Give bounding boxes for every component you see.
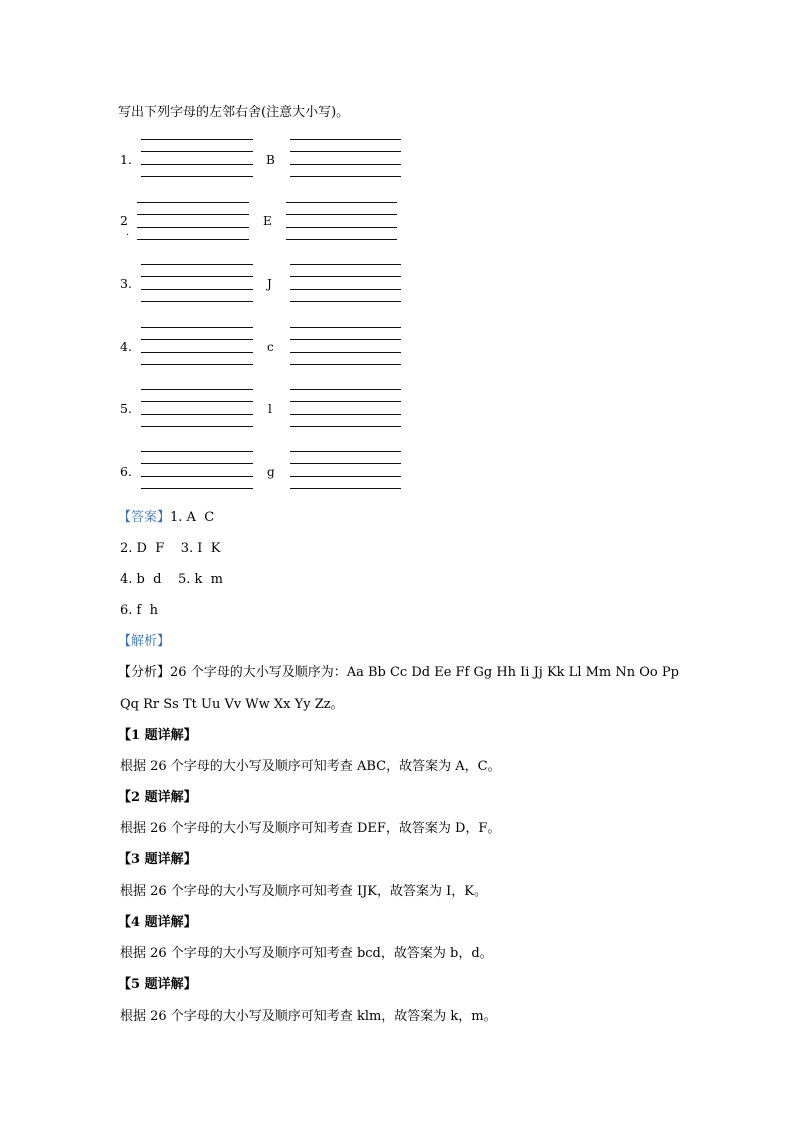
writing-line <box>137 202 249 203</box>
writing-line <box>290 289 401 290</box>
exercise-number: 2 <box>120 213 128 228</box>
detail-text: 根据 26 个字母的大小写及顺序可知考查 ABC，故答案为 A，C。 <box>120 759 501 774</box>
writing-line <box>290 176 401 177</box>
writing-line <box>290 426 401 427</box>
left-writing-grid <box>141 389 253 427</box>
writing-line <box>141 451 253 452</box>
writing-line <box>290 488 401 489</box>
writing-line <box>290 364 401 365</box>
exercise-letter: B <box>266 153 275 167</box>
writing-line <box>286 202 397 203</box>
writing-line <box>141 476 253 477</box>
writing-line <box>286 227 397 228</box>
detail-text: 根据 26 个字母的大小写及顺序可知考查 klm，故答案为 k，m。 <box>120 1009 497 1024</box>
exercise-number: 6. <box>120 464 132 479</box>
writing-line <box>286 239 397 240</box>
writing-line <box>290 264 401 265</box>
analysis-intro-text: 26 个字母的大小写及顺序为：Aa Bb Cc Dd Ee Ff Gg Hh Ii Jj Kk Ll Mm Nn Oo Pp <box>170 665 679 680</box>
writing-line <box>141 301 253 302</box>
exercise-letter: J <box>267 277 272 291</box>
writing-line <box>141 488 253 489</box>
exercise-number: 5. <box>120 401 132 416</box>
writing-line <box>290 339 401 340</box>
exercise-number: 1. <box>120 152 132 167</box>
writing-line <box>290 463 401 464</box>
writing-line <box>141 389 253 390</box>
writing-line <box>137 214 249 215</box>
detail-text: 根据 26 个字母的大小写及顺序可知考查 bcd，故答案为 b，d。 <box>120 946 493 961</box>
exercise-number: 3. <box>120 276 132 291</box>
detail-label: 【4 题详解】 <box>118 915 197 930</box>
left-writing-grid <box>141 451 253 489</box>
analysis-intro <box>118 665 679 681</box>
answer-first-line <box>118 510 214 526</box>
writing-line <box>141 401 253 402</box>
detail-text: 根据 26 个字母的大小写及顺序可知考查 DEF，故答案为 D，F。 <box>120 821 501 836</box>
answer-label: 【答案】 <box>118 510 171 525</box>
exercise-number-dot: . <box>126 227 130 238</box>
left-writing-grid <box>141 264 253 302</box>
detail-label: 【3 题详解】 <box>118 852 197 867</box>
right-writing-grid <box>290 389 401 427</box>
answer-line: 6. f h <box>120 603 158 618</box>
detail-label: 【5 题详解】 <box>118 977 197 992</box>
instruction-text: 写出下列字母的左邻右舍(注意大小写)。 <box>118 105 350 120</box>
detail-label: 【1 题详解】 <box>118 728 197 743</box>
writing-line <box>290 451 401 452</box>
exercise-letter: c <box>267 340 274 354</box>
left-writing-grid <box>137 202 249 240</box>
writing-line <box>141 364 253 365</box>
writing-line <box>290 139 401 140</box>
detail-label: 【2 题详解】 <box>118 790 197 805</box>
writing-line <box>141 276 253 277</box>
writing-line <box>141 289 253 290</box>
writing-line <box>290 414 401 415</box>
analysis-label: 【解析】 <box>118 634 171 649</box>
writing-line <box>137 239 249 240</box>
writing-line <box>290 476 401 477</box>
analysis-intro-label: 【分析】 <box>118 665 171 680</box>
exercise-letter: E <box>263 214 272 228</box>
exercise-number: 4. <box>120 339 132 354</box>
writing-line <box>290 301 401 302</box>
writing-line <box>141 414 253 415</box>
answer-line: 2. D F 3. I K <box>120 541 221 556</box>
detail-text: 根据 26 个字母的大小写及顺序可知考查 IJK，故答案为 I，K。 <box>120 884 487 899</box>
right-writing-grid <box>290 264 401 302</box>
writing-line <box>141 164 253 165</box>
analysis-intro-continuation: Qq Rr Ss Tt Uu Vv Ww Xx Yy Zz。 <box>120 697 344 712</box>
writing-line <box>141 264 253 265</box>
writing-line <box>290 151 401 152</box>
right-writing-grid <box>290 139 401 177</box>
answer-text: 1. A C <box>170 510 215 525</box>
writing-line <box>290 327 401 328</box>
writing-line <box>141 176 253 177</box>
writing-line <box>141 352 253 353</box>
writing-line <box>141 139 253 140</box>
exercise-letter: g <box>267 465 275 479</box>
right-writing-grid <box>290 451 401 489</box>
writing-line <box>290 352 401 353</box>
writing-line <box>286 214 397 215</box>
writing-line <box>137 227 249 228</box>
left-writing-grid <box>141 139 253 177</box>
right-writing-grid <box>286 202 397 240</box>
answer-line: 4. b d 5. k m <box>120 572 223 587</box>
writing-line <box>141 426 253 427</box>
writing-line <box>141 151 253 152</box>
left-writing-grid <box>141 327 253 365</box>
writing-line <box>141 327 253 328</box>
writing-line <box>141 463 253 464</box>
writing-line <box>290 401 401 402</box>
exercise-letter: l <box>268 402 272 416</box>
writing-line <box>290 389 401 390</box>
writing-line <box>141 339 253 340</box>
writing-line <box>290 164 401 165</box>
writing-line <box>290 276 401 277</box>
right-writing-grid <box>290 327 401 365</box>
